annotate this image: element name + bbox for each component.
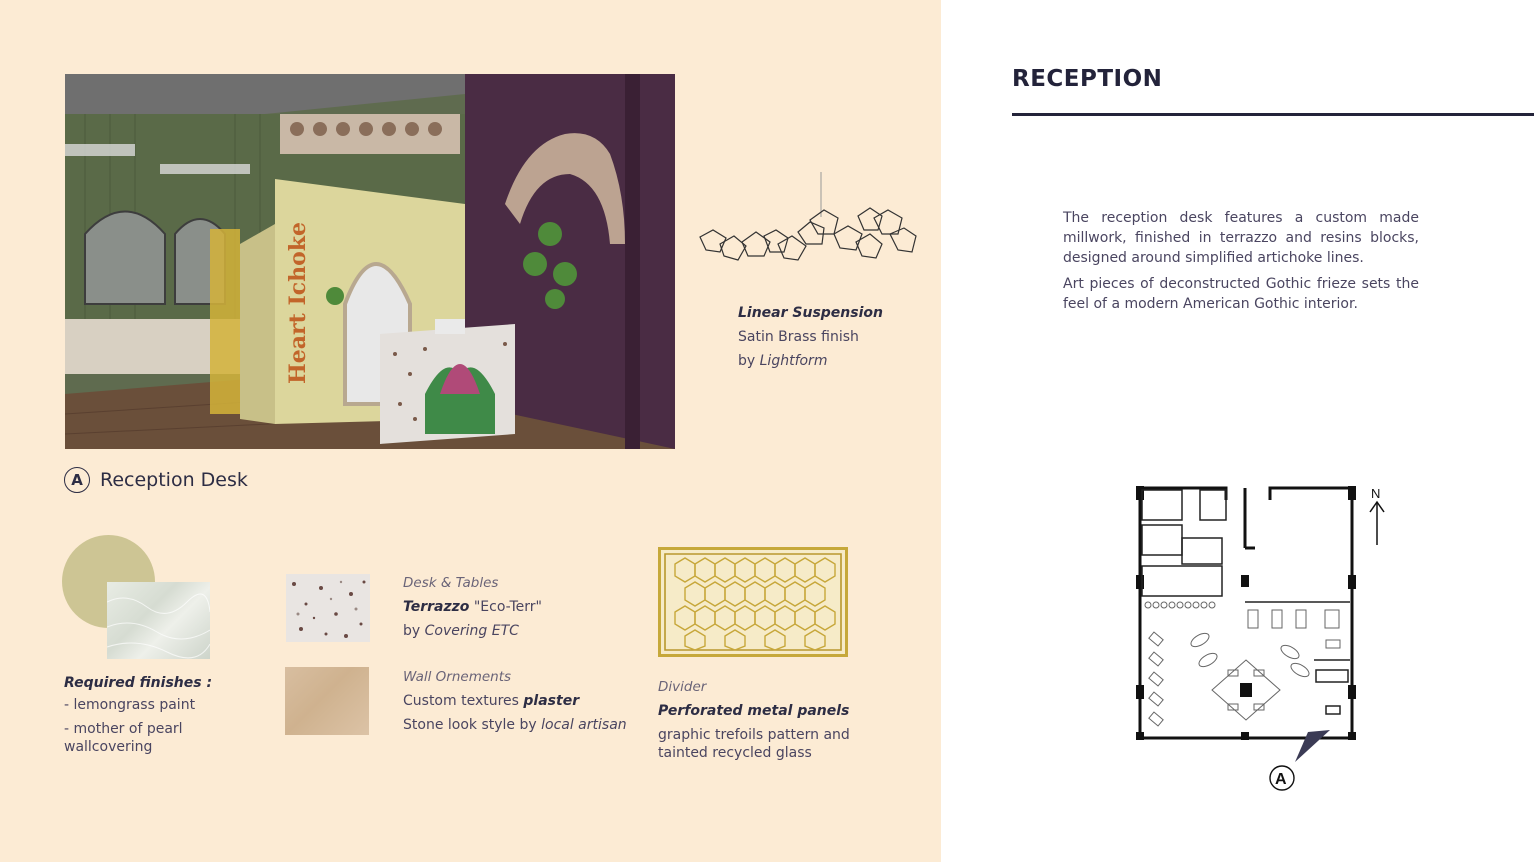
wall-line2: Stone look style by xyxy=(403,717,542,733)
desk-tables-category: Desk & Tables xyxy=(403,575,499,591)
required-finishes xyxy=(64,673,212,757)
finish-item-pearl-cont: wallcovering xyxy=(64,739,153,755)
section-marker: A xyxy=(64,467,90,493)
suspension-note xyxy=(738,301,883,373)
terrazzo-swatch xyxy=(286,574,370,642)
linear-suspension-image xyxy=(698,172,920,272)
desk-tables-note xyxy=(403,571,542,643)
suspension-by: by xyxy=(738,353,760,369)
desk-tables-by: by xyxy=(403,623,425,639)
page-title: RECEPTION xyxy=(1012,66,1163,92)
reception-caption xyxy=(64,467,248,493)
wall-line1-bold: plaster xyxy=(523,693,580,709)
desk-tables-product: "Eco-Terr" xyxy=(469,599,542,615)
divider-name: Perforated metal panels xyxy=(658,703,850,719)
desk-tables-brand: Covering ETC xyxy=(424,623,519,639)
perforated-panel-swatch xyxy=(658,547,848,657)
divider-desc1: graphic trefoils pattern and xyxy=(658,727,850,743)
desk-tables-material: Terrazzo xyxy=(403,599,470,615)
suspension-name: Linear Suspension xyxy=(738,305,883,321)
mother-of-pearl-swatch xyxy=(107,582,210,659)
title-rule xyxy=(1012,113,1534,116)
finish-item-pearl: - mother of pearl xyxy=(64,721,183,737)
description-paragraph-2: Art pieces of deconstructed Gothic frieze sets the feel of a modern American Gothic interior. xyxy=(1063,276,1419,312)
wall-line1: Custom textures xyxy=(403,693,524,709)
floor-plan xyxy=(1130,480,1400,800)
description-paragraph-1: The reception desk features a custom made millwork, finished in terrazzo and resins blocks, designed around simplified artichoke lines. xyxy=(1063,210,1419,266)
finish-item-lemongrass: - lemongrass paint xyxy=(64,697,196,713)
wall-ornements-note xyxy=(403,665,627,737)
north-label: N xyxy=(1371,486,1381,501)
required-finishes-heading: Required finishes : xyxy=(64,675,213,691)
plan-marker-label: A xyxy=(1275,771,1287,788)
wall-line2-italic: local artisan xyxy=(541,717,627,733)
divider-category: Divider xyxy=(658,679,707,695)
reception-caption-label: Reception Desk xyxy=(100,469,248,491)
render-sign-text: Heart Ichoke xyxy=(285,221,311,384)
divider-desc2: tainted recycled glass xyxy=(658,745,812,761)
divider-note xyxy=(658,677,850,763)
wall-category: Wall Ornements xyxy=(403,669,512,685)
reception-render-image xyxy=(65,74,675,449)
plaster-swatch xyxy=(285,667,369,735)
suspension-brand: Lightform xyxy=(759,353,828,369)
suspension-finish: Satin Brass finish xyxy=(738,329,859,345)
